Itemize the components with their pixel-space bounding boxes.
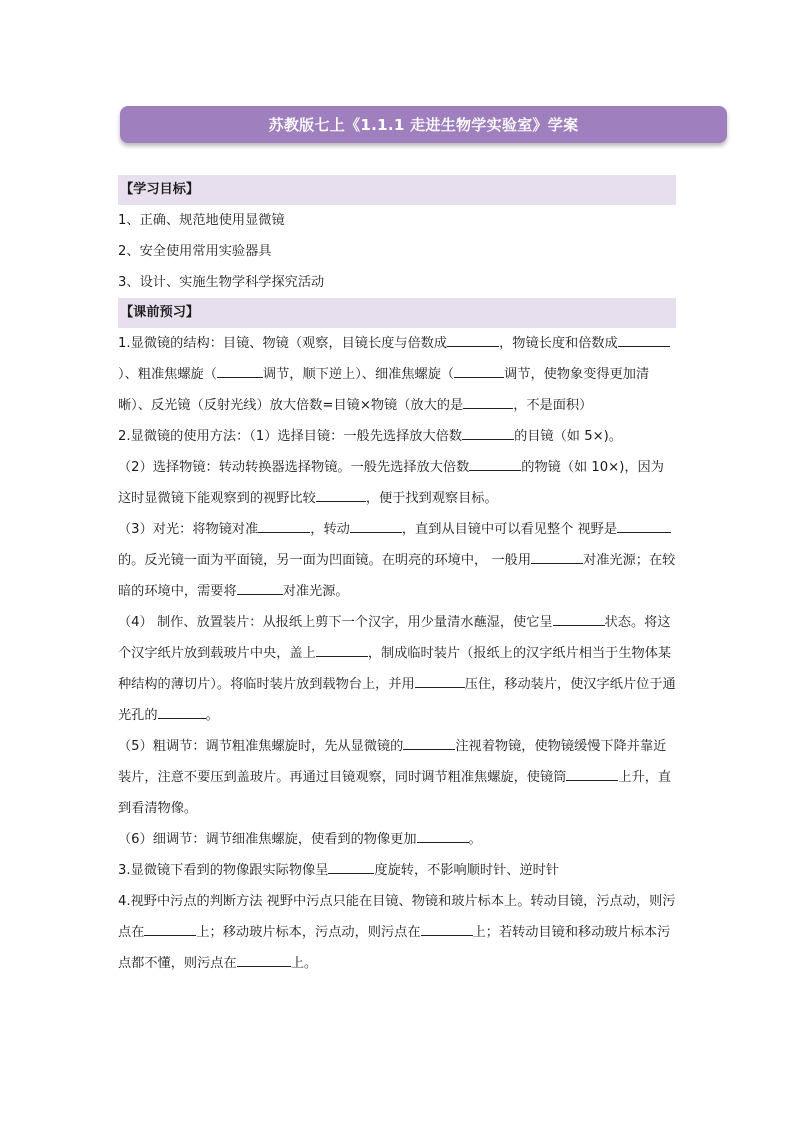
preview-paragraph-4 <box>118 514 676 607</box>
answer-blank[interactable] <box>144 921 196 936</box>
preview-paragraph-2 <box>118 421 676 452</box>
text-segment: 3.显微镜下看到的物像跟实际物像呈 <box>118 863 329 878</box>
text-segment: 状态。将这个汉字纸片放到载玻片中央，盖上 <box>118 615 671 661</box>
answer-blank[interactable] <box>417 828 469 843</box>
answer-blank[interactable] <box>350 518 402 533</box>
answer-blank[interactable] <box>617 518 671 533</box>
title-banner <box>120 106 727 143</box>
text-segment: 1.显微镜的结构：目镜、物镜（观察，目镜长度与倍数成 <box>118 336 448 351</box>
answer-blank[interactable] <box>237 952 291 967</box>
preview-paragraph-9 <box>118 886 676 979</box>
answer-blank[interactable] <box>447 332 499 347</box>
text-segment: ，便于找到观察目标。 <box>365 491 498 506</box>
answer-blank[interactable] <box>462 425 514 440</box>
answer-blank[interactable] <box>469 456 521 471</box>
text-segment: 2.显微镜的使用方法：（1）选择目镜：一般先选择放大倍数 <box>118 429 463 444</box>
answer-blank[interactable] <box>328 859 374 874</box>
text-segment: ，转动 <box>310 522 350 537</box>
text-segment: 注视着物镜，使物镜缓慢下降并靠近装片，注意不要压到盖玻片。再通过目镜观察，同时调节粗准焦螺旋，使镜筒 <box>118 739 667 785</box>
answer-blank[interactable] <box>421 921 473 936</box>
text-segment: 上；移动玻片标本，污点动，则污点在 <box>196 925 421 940</box>
text-segment: 。 <box>205 708 219 723</box>
goal-item: 3、设计、实施生物学科学探究活动 <box>118 275 325 290</box>
preview-paragraph-1 <box>118 328 676 421</box>
answer-blank[interactable] <box>217 363 263 378</box>
text-segment: 对准光源。 <box>282 584 349 599</box>
answer-blank[interactable] <box>566 766 618 781</box>
goal-item: 1、正确、规范地使用显微镜 <box>118 213 285 228</box>
answer-blank[interactable] <box>158 704 206 719</box>
preview-paragraph-8 <box>118 855 676 886</box>
text-segment: ，制成临时装片（报纸上的汉字纸片相当于生物体某种结构的薄切片）。将临时装片放到载物台上，并用 <box>118 646 672 692</box>
text-segment: 上；若转动目镜和移动玻片标本污点都不懂，则污点在 <box>118 925 671 971</box>
answer-blank[interactable] <box>463 394 513 409</box>
text-segment: ，不是面积） <box>513 398 593 413</box>
worksheet-body <box>118 175 676 979</box>
text-segment: 上升，直到看清物像。 <box>118 770 672 816</box>
text-segment: 调节，使物象变得更加清晰）、反光镜（反射光线）放大倍数=目镜×物镜（放大的是 <box>118 367 650 413</box>
text-segment: ，直到从目镜中可以看见整个 视野是 <box>401 522 618 537</box>
page-title: 苏教版七上《1.1.1 走进生物学实验室》学案 <box>268 116 579 134</box>
answer-blank[interactable] <box>316 487 366 502</box>
answer-blank[interactable] <box>403 735 455 750</box>
text-segment: 。 <box>468 832 482 847</box>
preview-paragraph-3 <box>118 452 676 514</box>
answer-blank[interactable] <box>415 673 465 688</box>
preview-paragraph-7 <box>118 824 676 855</box>
text-segment: 对准光源；在较暗的环境中，需要将 <box>118 553 676 599</box>
text-segment: （6）细调节：调节细准焦螺旋，使看到的物像更加 <box>118 832 417 847</box>
text-segment: 上。 <box>290 956 318 971</box>
answer-blank[interactable] <box>618 332 670 347</box>
text-segment: 的目镜（如 5×)。 <box>514 429 622 444</box>
preview-paragraph-6 <box>118 731 676 824</box>
answer-blank[interactable] <box>237 580 283 595</box>
goal-item: 2、安全使用常用实验器具 <box>118 244 272 259</box>
text-segment: 4.视野中污点的判断方法 视野中污点只能在目镜、物镜和玻片标本上。转动目镜，污点动，则污点在 <box>118 894 676 940</box>
section-heading-goals: 【学习目标】 <box>118 175 676 205</box>
answer-blank[interactable] <box>316 642 368 657</box>
text-segment: 度旋转，不影响顺时针、逆时针 <box>374 863 560 878</box>
text-segment: 调节，顺下逆上）、细准焦螺旋（ <box>262 367 455 382</box>
text-segment: （5）粗调节：调节粗准焦螺旋时，先从显微镜的 <box>118 739 404 754</box>
text-segment: 的物镜（如 10×)，因为这时显微镜下能观察到的视野比较 <box>118 460 664 506</box>
text-segment: ，物镜长度和倍数成 <box>499 336 618 351</box>
text-segment: 的。反光镜一面为平面镜，另一面为凹面镜。在明亮的环境中， 一般用 <box>118 553 532 568</box>
section-heading-preview: 【课前预习】 <box>118 298 676 328</box>
answer-blank[interactable] <box>454 363 504 378</box>
answer-blank[interactable] <box>258 518 310 533</box>
text-segment: （4） 制作、放置装片：从报纸上剪下一个汉字，用少量清水蘸湿，使它呈 <box>118 615 553 630</box>
text-segment: （3）对光：将物镜对准 <box>118 522 259 537</box>
text-segment: ）、粗准焦螺旋（ <box>118 367 217 382</box>
answer-blank[interactable] <box>553 611 605 626</box>
answer-blank[interactable] <box>531 549 583 564</box>
text-segment: 压住，移动装片，使汉字纸片位于通光孔的 <box>118 677 676 723</box>
preview-paragraph-5 <box>118 607 676 731</box>
text-segment: （2）选择物镜：转动转换器选择物镜。一般先选择放大倍数 <box>118 460 470 475</box>
